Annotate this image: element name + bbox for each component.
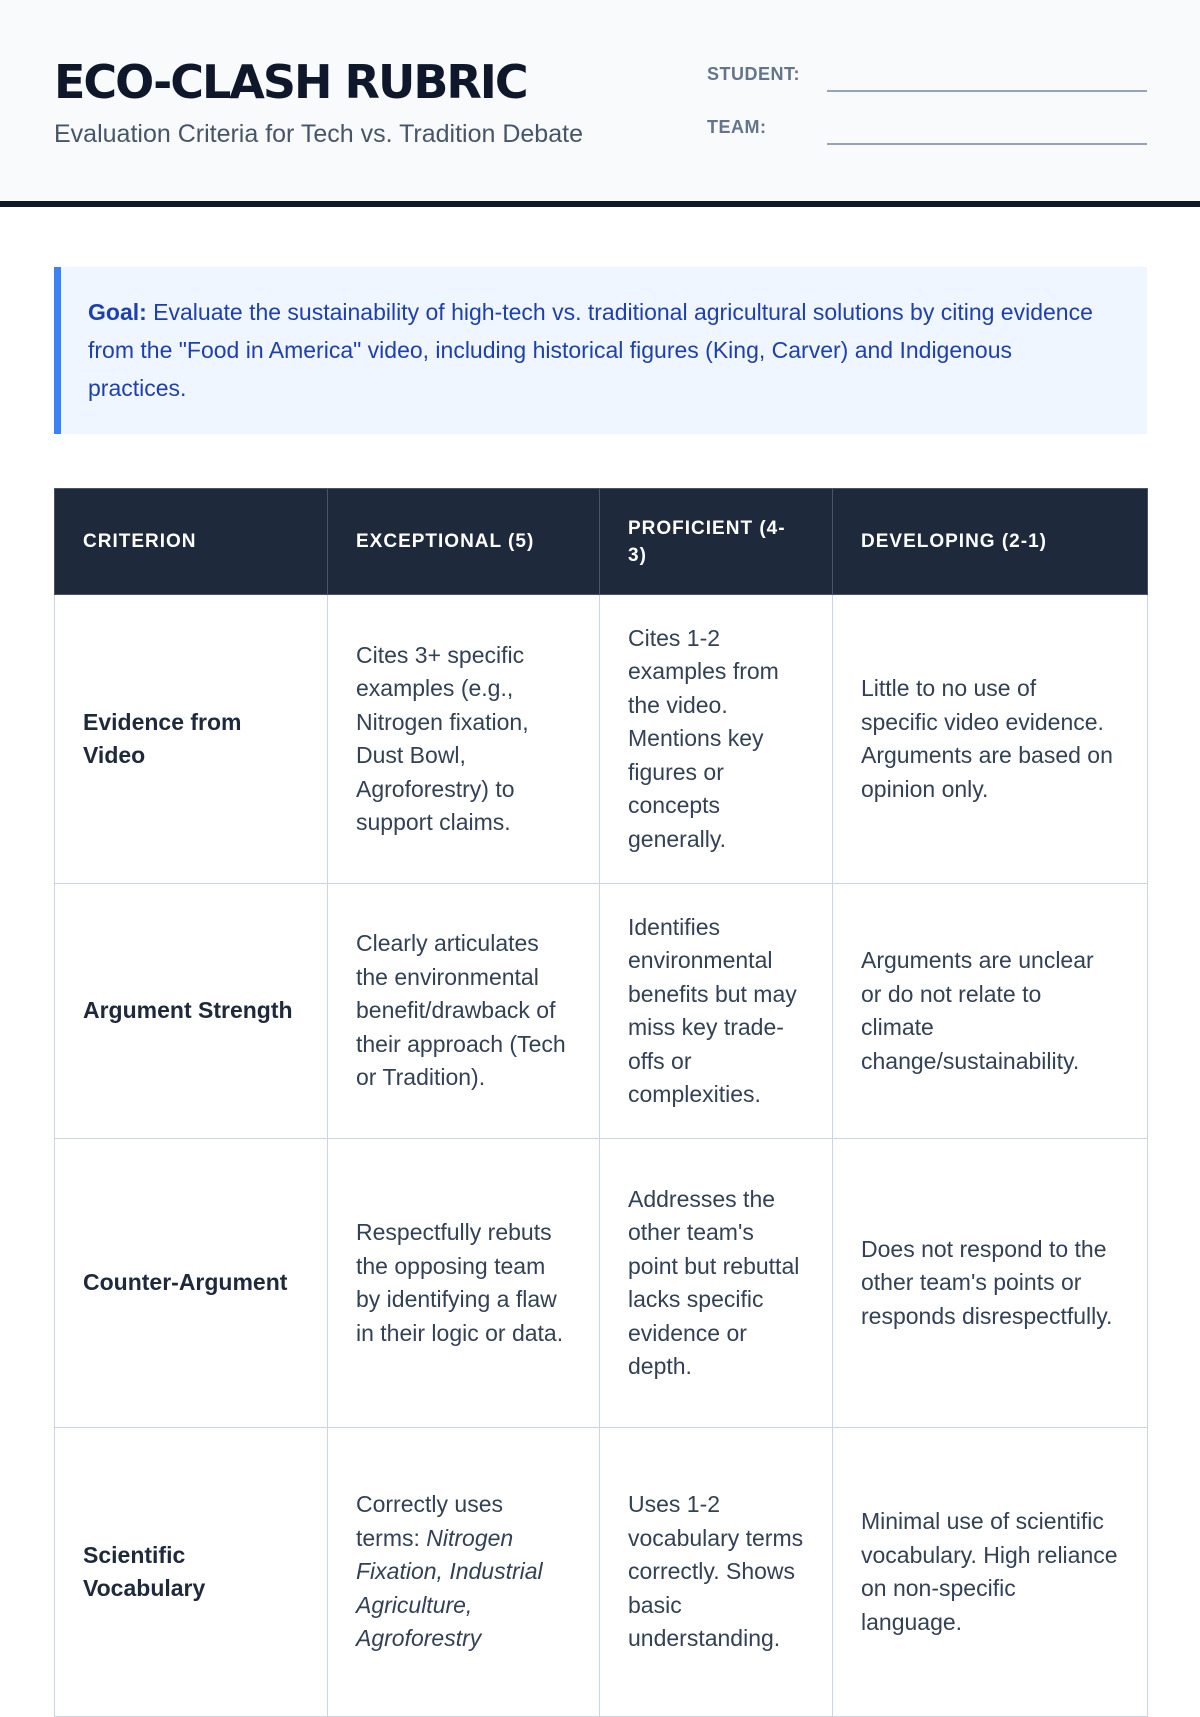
header	[0, 0, 1200, 207]
developing-cell: Arguments are unclear or do not relate to climate change/sustainability.	[833, 884, 1148, 1139]
developing-cell: Does not respond to the other team's points or responds disrespectfully.	[833, 1139, 1148, 1428]
team-field	[707, 109, 1147, 145]
exceptional-cell: Respectfully rebuts the opposing team by identifying a flaw in their logic or data.	[328, 1139, 600, 1428]
student-input-line[interactable]	[827, 90, 1147, 92]
criterion-cell: Evidence from Video	[55, 595, 328, 884]
table-row	[55, 884, 1148, 1139]
rubric-table	[54, 488, 1148, 1717]
criterion-cell: Argument Strength	[55, 884, 328, 1139]
table-header-row	[55, 489, 1148, 595]
student-field	[707, 56, 1147, 92]
vocab-terms: Nitrogen Fixation, Industrial Agriculture, Agroforestry	[356, 1524, 543, 1652]
page-title: ECO-CLASH RUBRIC	[54, 55, 527, 109]
exceptional-cell: Clearly articulates the environmental benefit/drawback of their approach (Tech or Tradition).	[328, 884, 600, 1139]
table-row	[55, 1139, 1148, 1428]
proficient-cell: Cites 1-2 examples from the video. Mentions key figures or concepts generally.	[600, 595, 833, 884]
table-row	[55, 1428, 1148, 1717]
developing-cell: Minimal use of scientific vocabulary. High reliance on non-specific language.	[833, 1428, 1148, 1717]
criterion-cell: Counter-Argument	[55, 1139, 328, 1428]
team-input-line[interactable]	[827, 143, 1147, 145]
exceptional-cell	[328, 1428, 600, 1717]
criterion-cell: Scientific Vocabulary	[55, 1428, 328, 1717]
proficient-cell: Identifies environmental benefits but may miss key trade-offs or complexities.	[600, 884, 833, 1139]
header-proficient: PROFICIENT (4-3)	[600, 489, 833, 595]
page-subtitle: Evaluation Criteria for Tech vs. Tradition Debate	[54, 120, 583, 148]
exceptional-cell: Cites 3+ specific examples (e.g., Nitrogen fixation, Dust Bowl, Agroforestry) to support claims.	[328, 595, 600, 884]
header-exceptional: EXCEPTIONAL (5)	[328, 489, 600, 595]
developing-cell: Little to no use of specific video evidence. Arguments are based on opinion only.	[833, 595, 1148, 884]
student-label: STUDENT:	[707, 64, 800, 84]
header-developing: DEVELOPING (2-1)	[833, 489, 1148, 595]
team-label: TEAM:	[707, 117, 767, 137]
proficient-cell: Uses 1-2 vocabulary terms correctly. Shows basic understanding.	[600, 1428, 833, 1717]
vocab-intro: Correctly uses terms:	[356, 1491, 503, 1551]
goal-label: Goal:	[88, 299, 147, 325]
header-criterion: CRITERION	[55, 489, 328, 595]
table-row	[55, 595, 1148, 884]
goal-callout	[54, 267, 1147, 434]
goal-text: Evaluate the sustainability of high-tech vs. traditional agricultural solutions by citing evidence from the "Food in America" video, including historical figures (King, Carver) and Indigenous practices.	[88, 299, 1093, 401]
proficient-cell: Addresses the other team's point but rebuttal lacks specific evidence or depth.	[600, 1139, 833, 1428]
